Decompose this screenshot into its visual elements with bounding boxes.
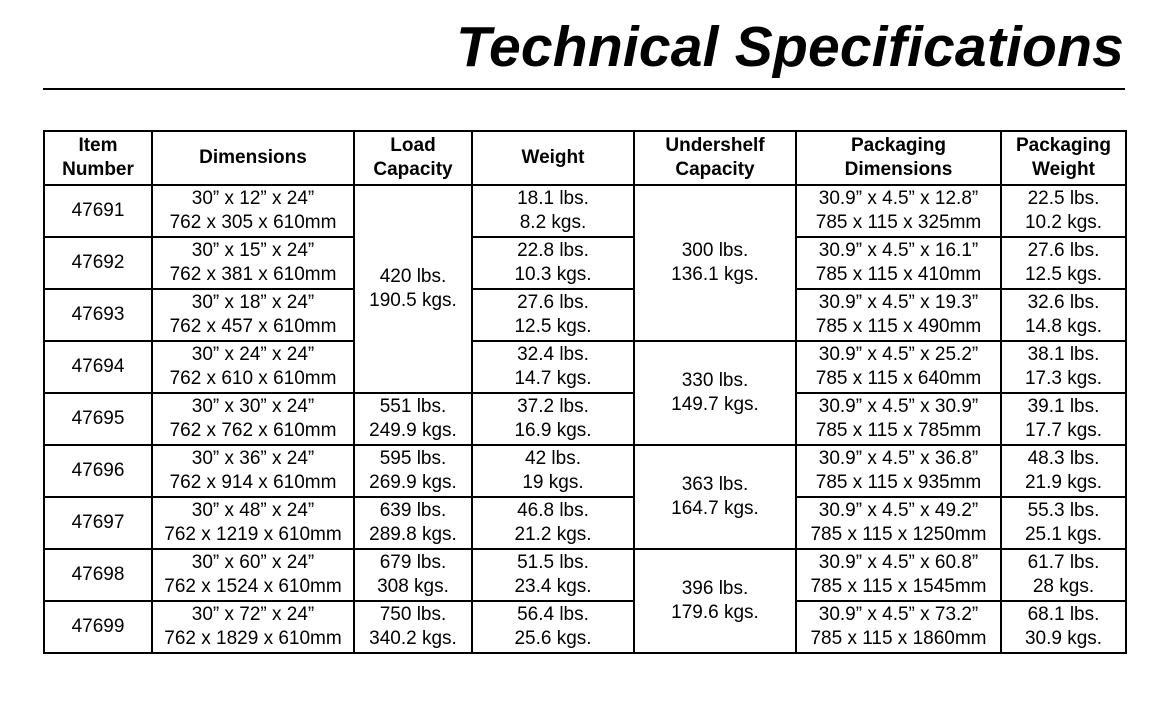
load-capacity-cell: 420 lbs. 190.5 kgs. [354, 185, 472, 393]
weight-cell: 42 lbs. 19 kgs. [472, 445, 634, 497]
packaging-weight-cell: 32.6 lbs. 14.8 kgs. [1001, 289, 1126, 341]
title-divider [43, 88, 1125, 90]
packaging-weight-cell: 38.1 lbs. 17.3 kgs. [1001, 341, 1126, 393]
packaging-weight-cell: 22.5 lbs. 10.2 kgs. [1001, 185, 1126, 237]
header-weight: Weight [472, 131, 634, 185]
load-capacity-cell: 639 lbs. 289.8 kgs. [354, 497, 472, 549]
table-row [44, 289, 1126, 341]
page-title: Technical Specifications [456, 15, 1124, 79]
dimensions-cell: 30” x 60” x 24” 762 x 1524 x 610mm [152, 549, 354, 601]
packaging-dimensions-cell: 30.9” x 4.5” x 49.2” 785 x 115 x 1250mm [796, 497, 1001, 549]
dimensions-cell: 30” x 18” x 24” 762 x 457 x 610mm [152, 289, 354, 341]
item-number-cell: 47694 [44, 341, 152, 393]
packaging-dimensions-cell: 30.9” x 4.5” x 73.2” 785 x 115 x 1860mm [796, 601, 1001, 653]
load-capacity-cell: 551 lbs. 249.9 kgs. [354, 393, 472, 445]
specifications-table [43, 130, 1127, 654]
dimensions-cell: 30” x 12” x 24” 762 x 305 x 610mm [152, 185, 354, 237]
load-capacity-cell: 679 lbs. 308 kgs. [354, 549, 472, 601]
packaging-dimensions-cell: 30.9” x 4.5” x 60.8” 785 x 115 x 1545mm [796, 549, 1001, 601]
dimensions-cell: 30” x 48” x 24” 762 x 1219 x 610mm [152, 497, 354, 549]
dimensions-cell: 30” x 15” x 24” 762 x 381 x 610mm [152, 237, 354, 289]
item-number-cell: 47691 [44, 185, 152, 237]
item-number-cell: 47695 [44, 393, 152, 445]
table-row [44, 237, 1126, 289]
undershelf-capacity-cell: 363 lbs. 164.7 kgs. [634, 445, 796, 549]
dimensions-cell: 30” x 24” x 24” 762 x 610 x 610mm [152, 341, 354, 393]
weight-cell: 22.8 lbs. 10.3 kgs. [472, 237, 634, 289]
undershelf-capacity-cell: 396 lbs. 179.6 kgs. [634, 549, 796, 653]
dimensions-cell: 30” x 36” x 24” 762 x 914 x 610mm [152, 445, 354, 497]
item-number-cell: 47699 [44, 601, 152, 653]
table-row [44, 601, 1126, 653]
item-number-cell: 47696 [44, 445, 152, 497]
weight-cell: 56.4 lbs. 25.6 kgs. [472, 601, 634, 653]
undershelf-capacity-cell: 300 lbs. 136.1 kgs. [634, 185, 796, 341]
table-row [44, 549, 1126, 601]
packaging-dimensions-cell: 30.9” x 4.5” x 19.3” 785 x 115 x 490mm [796, 289, 1001, 341]
packaging-dimensions-cell: 30.9” x 4.5” x 36.8” 785 x 115 x 935mm [796, 445, 1001, 497]
packaging-dimensions-cell: 30.9” x 4.5” x 12.8” 785 x 115 x 325mm [796, 185, 1001, 237]
header-undershelf-capacity: Undershelf Capacity [634, 131, 796, 185]
header-packaging-dimensions: Packaging Dimensions [796, 131, 1001, 185]
weight-cell: 51.5 lbs. 23.4 kgs. [472, 549, 634, 601]
weight-cell: 32.4 lbs. 14.7 kgs. [472, 341, 634, 393]
weight-cell: 27.6 lbs. 12.5 kgs. [472, 289, 634, 341]
item-number-cell: 47698 [44, 549, 152, 601]
packaging-weight-cell: 39.1 lbs. 17.7 kgs. [1001, 393, 1126, 445]
dimensions-cell: 30” x 30” x 24” 762 x 762 x 610mm [152, 393, 354, 445]
header-item-number: Item Number [44, 131, 152, 185]
packaging-dimensions-cell: 30.9” x 4.5” x 25.2” 785 x 115 x 640mm [796, 341, 1001, 393]
packaging-weight-cell: 61.7 lbs. 28 kgs. [1001, 549, 1126, 601]
packaging-dimensions-cell: 30.9” x 4.5” x 30.9” 785 x 115 x 785mm [796, 393, 1001, 445]
table-row [44, 497, 1126, 549]
header-dimensions: Dimensions [152, 131, 354, 185]
table-row [44, 341, 1126, 393]
undershelf-capacity-cell: 330 lbs. 149.7 kgs. [634, 341, 796, 445]
item-number-cell: 47697 [44, 497, 152, 549]
packaging-weight-cell: 55.3 lbs. 25.1 kgs. [1001, 497, 1126, 549]
load-capacity-cell: 595 lbs. 269.9 kgs. [354, 445, 472, 497]
item-number-cell: 47692 [44, 237, 152, 289]
item-number-cell: 47693 [44, 289, 152, 341]
weight-cell: 37.2 lbs. 16.9 kgs. [472, 393, 634, 445]
packaging-weight-cell: 48.3 lbs. 21.9 kgs. [1001, 445, 1126, 497]
packaging-weight-cell: 68.1 lbs. 30.9 kgs. [1001, 601, 1126, 653]
weight-cell: 18.1 lbs. 8.2 kgs. [472, 185, 634, 237]
header-load-capacity: Load Capacity [354, 131, 472, 185]
header-packaging-weight: Packaging Weight [1001, 131, 1126, 185]
packaging-weight-cell: 27.6 lbs. 12.5 kgs. [1001, 237, 1126, 289]
weight-cell: 46.8 lbs. 21.2 kgs. [472, 497, 634, 549]
header-row [44, 131, 1126, 185]
packaging-dimensions-cell: 30.9” x 4.5” x 16.1” 785 x 115 x 410mm [796, 237, 1001, 289]
table-row [44, 445, 1126, 497]
dimensions-cell: 30” x 72” x 24” 762 x 1829 x 610mm [152, 601, 354, 653]
table-row [44, 185, 1126, 237]
load-capacity-cell: 750 lbs. 340.2 kgs. [354, 601, 472, 653]
table-row [44, 393, 1126, 445]
